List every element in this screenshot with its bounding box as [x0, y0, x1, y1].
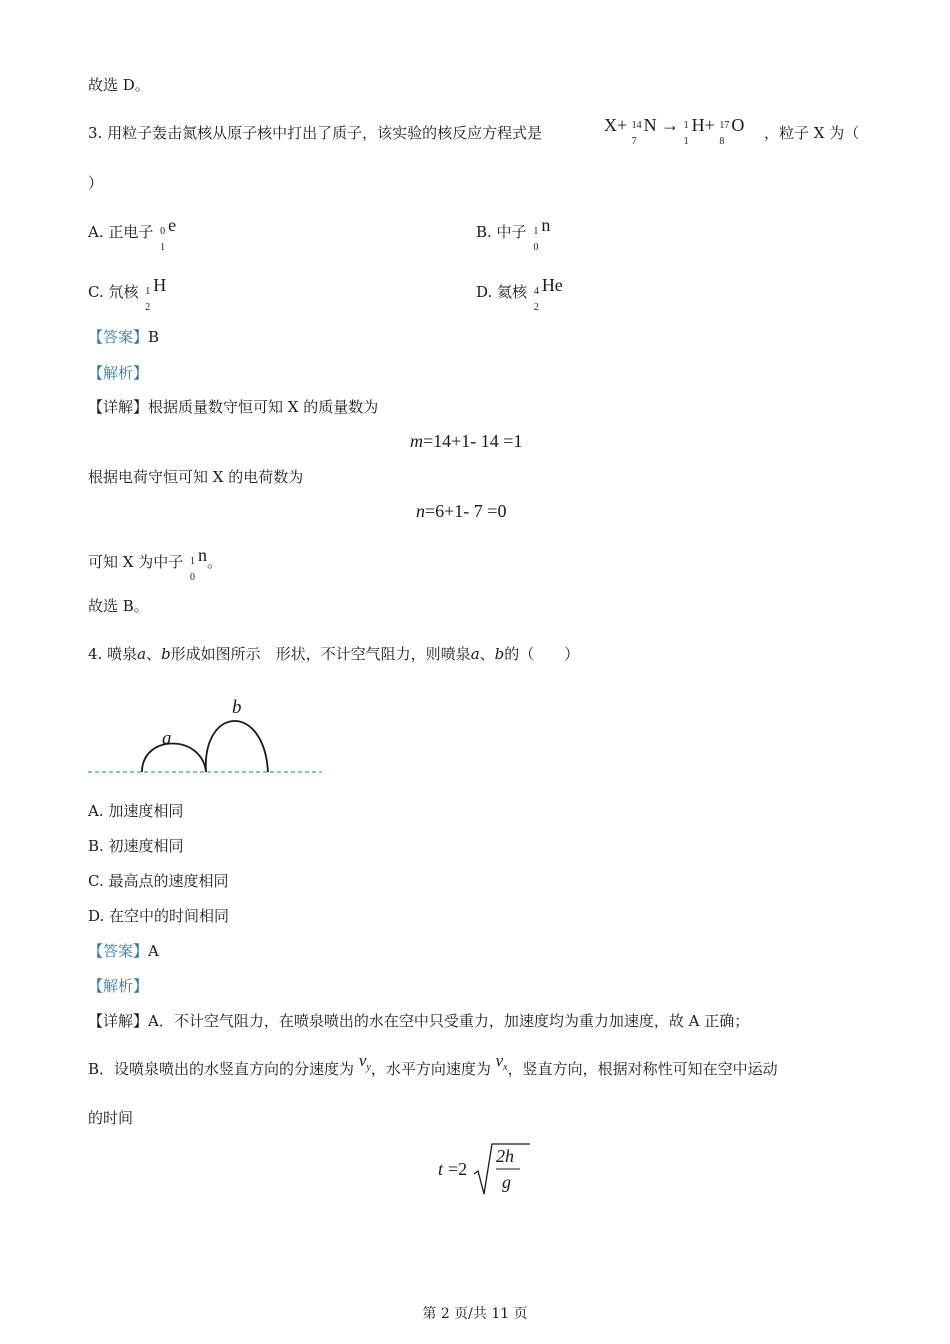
- fountain-a-label: a: [162, 728, 172, 749]
- fountain-b-arc: [206, 721, 268, 772]
- option-c: C. 氘核 1 2 H: [88, 275, 167, 313]
- fountain-b-label: b: [232, 697, 242, 718]
- analysis-tag: 【解析】: [88, 364, 149, 382]
- equation-mass-number: m=14+1- 14 =1: [410, 431, 523, 451]
- option-a: A. 正电子 0 1 e: [88, 215, 177, 253]
- choice-line: 故选 B。: [88, 597, 149, 615]
- eq-x: X: [604, 115, 617, 135]
- text-line: 故选 D。: [88, 76, 150, 94]
- conclusion-line: 可知 X 为中子 1 0 n。: [88, 545, 223, 583]
- analysis-tag: 【解析】: [88, 977, 149, 995]
- detail-line: 【详解】A．不计空气阻力，在喷泉喷出的水在空中只受重力，加速度均为重力加速度，故 A 正确；: [88, 1012, 750, 1030]
- eq-arrow: →: [661, 115, 680, 135]
- question-4-stem: 4. 喷泉a、b形成如图所示 形状，不计空气阻力，则喷泉a、b的（ ）: [88, 645, 580, 663]
- nuclear-equation: X+ 14 7 N → 1 1 H+ 17 8 O: [604, 115, 745, 147]
- detail-line-b-cont: 的时间: [88, 1109, 134, 1127]
- option-c: C. 最高点的速度相同: [88, 872, 229, 890]
- question-3-stem: 3. 用粒子轰击氮核从原子核中打出了质子，该实验的核反应方程式是: [88, 124, 543, 142]
- option-b: B. 初速度相同: [88, 837, 184, 855]
- answer-line: 【答案】B: [88, 328, 160, 346]
- option-d: D. 氦核 4 2 He: [476, 275, 563, 313]
- option-a: A. 加速度相同: [88, 802, 184, 820]
- question-3-stem-tail: ，粒子 X 为（: [764, 124, 860, 142]
- option-d: D. 在空中的时间相同: [88, 907, 230, 925]
- page-footer: 第 2 页/共 11 页: [422, 1306, 528, 1322]
- option-b: B. 中子 1 0 n: [476, 215, 551, 253]
- detail-line: 【详解】根据质量数守恒可知 X 的质量数为: [88, 398, 379, 416]
- detail-line-b: B．设喷泉喷出的水竖直方向的分速度为 $v^y$，水平方向速度为 $v^x$，竖直方向，根据对称性可知在空中运动: [88, 1051, 778, 1078]
- fountain-figure: [86, 692, 326, 782]
- detail-line-2: 根据电荷守恒可知 X 的电荷数为: [88, 468, 304, 486]
- question-3-close: ）: [88, 174, 104, 192]
- fountain-a-arc: [142, 744, 206, 773]
- eq-plus: +: [617, 115, 628, 135]
- equation-charge-number: n=6+1- 7 =0: [416, 501, 507, 521]
- answer-line: 【答案】A: [88, 942, 159, 960]
